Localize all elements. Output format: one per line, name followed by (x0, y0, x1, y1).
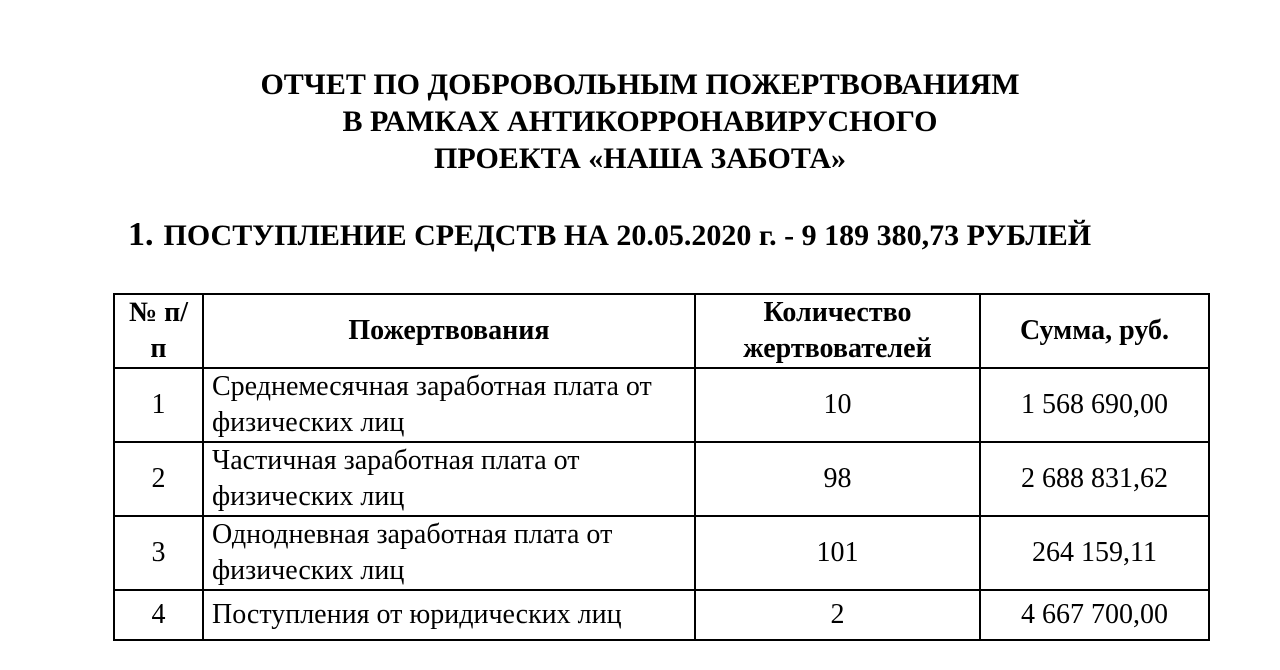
title-line-1: ОТЧЕТ ПО ДОБРОВОЛЬНЫМ ПОЖЕРТВОВАНИЯМ (260, 68, 1020, 101)
row-number: 3 (114, 516, 203, 590)
row-donation-type: Поступления от юридических лиц (203, 590, 695, 640)
title-line-2: В РАМКАХ АНТИКОРРОНАВИРУСНОГО (342, 105, 938, 138)
header-donor-count: Количество жертвователей (695, 294, 980, 368)
row-donor-count: 10 (695, 368, 980, 442)
table-row (114, 516, 1209, 590)
header-number: № п/п (114, 294, 203, 368)
row-number: 2 (114, 442, 203, 516)
row-donor-count: 98 (695, 442, 980, 516)
document-title (0, 66, 1280, 177)
section-number: 1. (128, 216, 154, 253)
table-row (114, 368, 1209, 442)
table-row (114, 590, 1209, 640)
row-number: 1 (114, 368, 203, 442)
row-donation-type: Частичная заработная плата от физических лиц (203, 442, 695, 516)
row-number: 4 (114, 590, 203, 640)
header-donations: Пожертвования (203, 294, 695, 368)
row-sum: 264 159,11 (980, 516, 1209, 590)
row-sum: 4 667 700,00 (980, 590, 1209, 640)
row-donation-type: Однодневная заработная плата от физических лиц (203, 516, 695, 590)
table-row (114, 442, 1209, 516)
section-text: ПОСТУПЛЕНИЕ СРЕДСТВ НА 20.05.2020 г. - 9 189 380,73 РУБЛЕЙ (163, 219, 1092, 252)
row-sum: 1 568 690,00 (980, 368, 1209, 442)
donations-table (113, 293, 1210, 641)
row-donor-count: 2 (695, 590, 980, 640)
title-line-3: ПРОЕКТА «НАША ЗАБОТА» (433, 142, 847, 175)
row-donor-count: 101 (695, 516, 980, 590)
section-heading (128, 216, 1091, 254)
header-sum: Сумма, руб. (980, 294, 1209, 368)
row-donation-type: Среднемесячная заработная плата от физических лиц (203, 368, 695, 442)
row-sum: 2 688 831,62 (980, 442, 1209, 516)
table-header-row (114, 294, 1209, 368)
